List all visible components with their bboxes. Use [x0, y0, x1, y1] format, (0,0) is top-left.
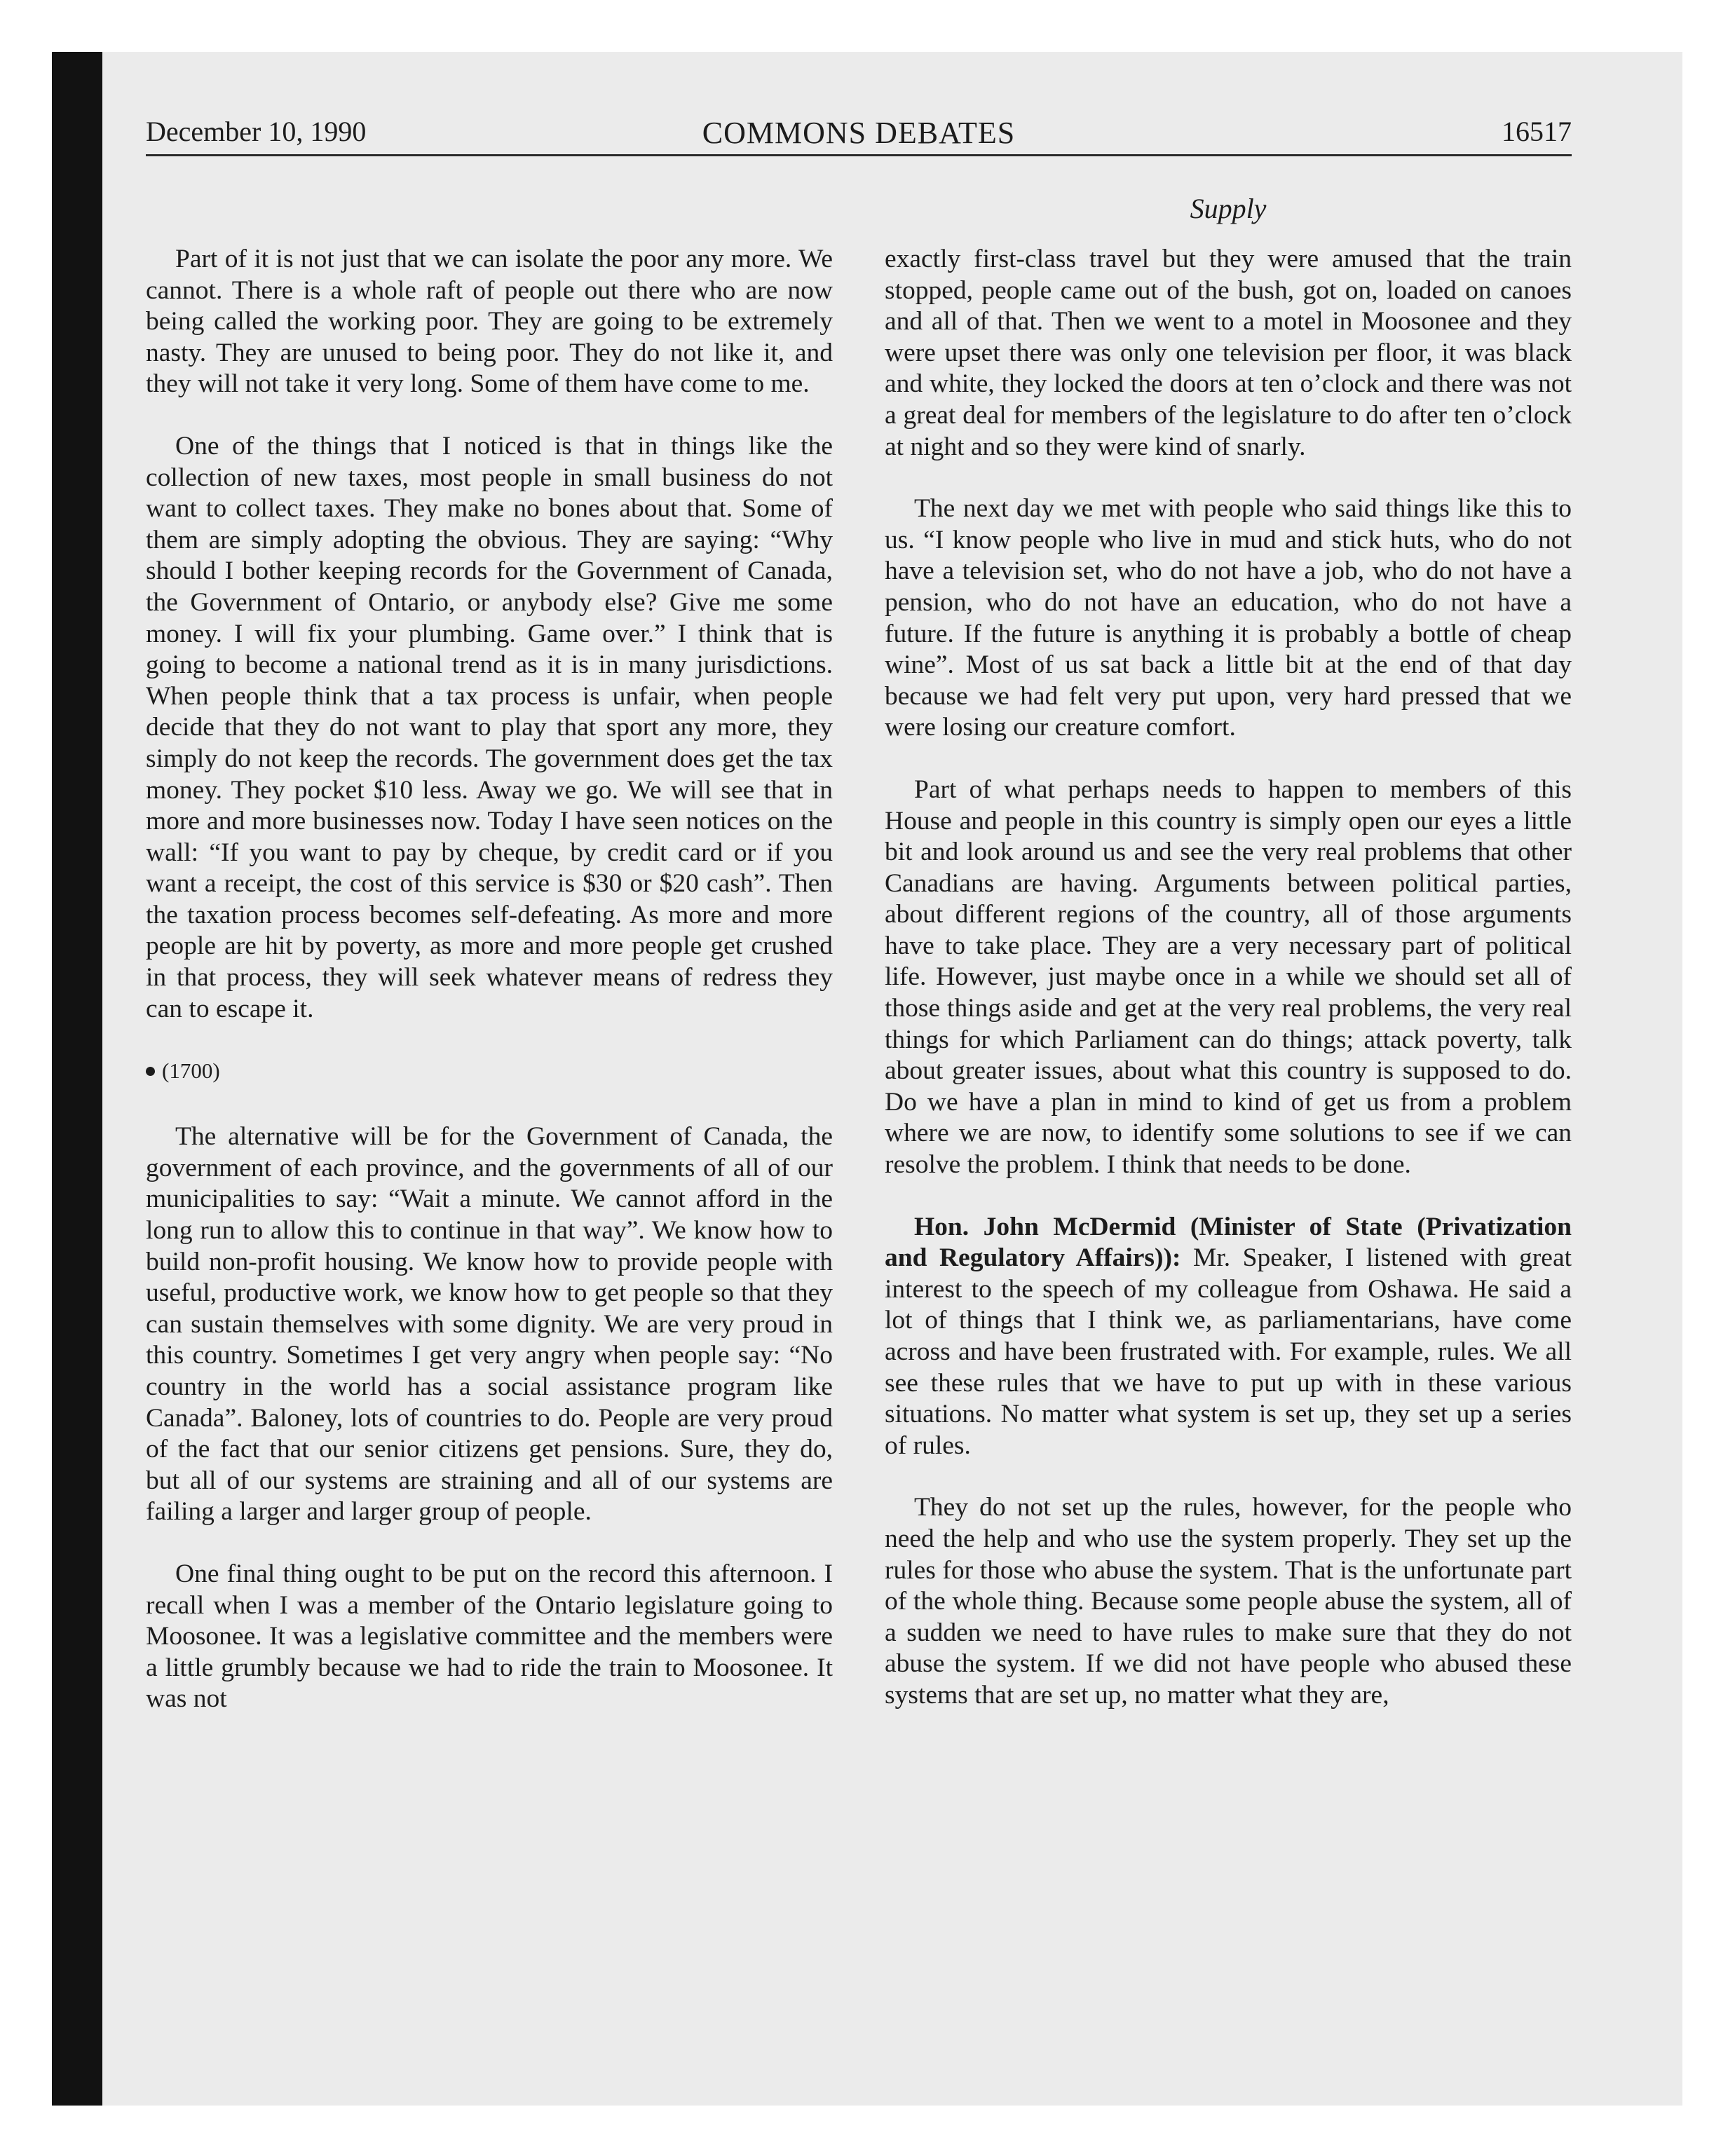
- paragraph: One final thing ought to be put on the record this afternoon. I recall when I was a member of the Ontario legislature going to Moosonee. It was a legislative committee and the members were a little grumbly because we had to ride the train to Moosonee. It was not: [146, 1559, 833, 1714]
- paragraph: One of the things that I noticed is that in things like the collection of new taxes, most people in small business do not want to collect taxes. They make no bones about that. Some of them are simply adopting the obvious. They are saying: “Why should I bother keeping records for the Government of Canada, the Government of Ontario, or anybody else? Give me some money. I will fix your plumbing. Game over.” I think that is going to become a national trend as it is in many jurisdictions. When people think that a tax process is unfair, when people decide that they do not want to play that sport any more, they simply do not keep the records. The government does get the tax money. They pocket $10 less. Away we go. We will see that in more and more businesses now. Today I have seen notices on the wall: “If you want to pay by cheque, by credit card or if you want a receipt, the cost of this service is $30 or $20 cash”. Then the taxation process becomes self-defeating. As more and more people are hit by poverty, as more and more people get crushed in that process, they will seek whatever means of redress they can to escape it.: [146, 431, 833, 1023]
- speech-text: Mr. Speaker, I listened with great interest to the speech of my colleague from Oshawa. He said a lot of things that I think we, as parliamentarians, have come across and have been frustrated with. For example, rules. We all see these rules that we have to put up with in these various situations. No matter what system is set up, they set up a series of rules.: [885, 1243, 1572, 1460]
- paragraph: The alternative will be for the Government of Canada, the government of each province, and the governments of all of our municipalities to say: “Wait a minute. We cannot afford in the long run to allow this to continue in that way”. We know how to build non-profit housing. We know how to provide people with useful, productive work, we know how to get people so that they can sustain themselves with some dignity. We are very proud in this country. Sometimes I get very angry when people say: “No country in the world has a social assistance program like Canada”. Baloney, lots of countries to do. People are very proud of the fact that our senior citizens get pensions. Sure, they do, but all of our systems are straining and all of our systems are failing a larger and larger group of people.: [146, 1122, 833, 1527]
- paragraph: They do not set up the rules, however, for the people who need the help and who use the system properly. They set up the rules for those who abuse the system. That is the unfortunate part of the whole thing. Because some people abuse the system, all of a sudden we need to have rules to make sure that they do not abuse the system. If we did not have people who abused these systems that are set up, no matter what they are,: [885, 1493, 1572, 1710]
- time-marker: [146, 1056, 833, 1086]
- bullet-icon: [146, 1067, 155, 1076]
- left-column: [146, 244, 833, 1715]
- page-header: [146, 111, 1572, 156]
- paragraph: Part of it is not just that we can isolate the poor any more. We cannot. There is a whole raft of people out there who are now being called the working poor. They are going to be extremely nasty. They are unused to being poor. They do not like it, and they will not take it very long. Some of them have come to me.: [146, 245, 833, 399]
- header-date: December 10, 1990: [146, 116, 367, 147]
- section-label: Supply: [1190, 193, 1267, 224]
- paragraph: The next day we met with people who said things like this to us. “I know people who live in mud and stick huts, who do not have a television set, who do not have a job, who do not have a pension, who do not have an education, who do not have a future. If the future is anything it is probably a bottle of cheap wine”. Most of us sat back a little bit at the end of that day because we had felt very put upon, very hard pressed that we were losing our creature comfort.: [885, 494, 1572, 742]
- speaker-name: Hon. John McDermid (Minister of State (Privatization and Regulatory Affairs)):: [885, 1212, 1572, 1273]
- right-column: [885, 244, 1572, 1712]
- paragraph: exactly first-class travel but they were amused that the train stopped, people came out of the bush, got on, loaded on canoes and all of that. Then we went to a motel in Moosonee and they were upset there was only one television per floor, it was black and white, they locked the doors at ten o’clock and there was not a great deal for members of the legislature to do after ten o’clock at night and so they were kind of snarly.: [885, 245, 1572, 461]
- paragraph: Part of what perhaps needs to happen to members of this House and people in this country is simply open our eyes a little bit and look around us and see the very real problems that other Canadians are having. Arguments between political parties, about different regions of the country, all of those arguments have to take place. They are a very necessary part of political life. However, just maybe once in a while we should set all of those things aside and get at the very real problems, the very real things for which Parliament can do things; attack poverty, talk about greater issues, about what this country is supposed to do. Do we have a plan in mind to kind of get us from a problem where we are now, to identify some solutions to see if we can resolve the problem. I think that needs to be done.: [885, 775, 1572, 1180]
- page-number: 16517: [1502, 116, 1572, 147]
- speech-paragraph: [885, 1212, 1572, 1462]
- binding-edge: [52, 52, 102, 2106]
- publication-title: COMMONS DEBATES: [702, 116, 1016, 150]
- time-marker-text: (1700): [162, 1058, 220, 1084]
